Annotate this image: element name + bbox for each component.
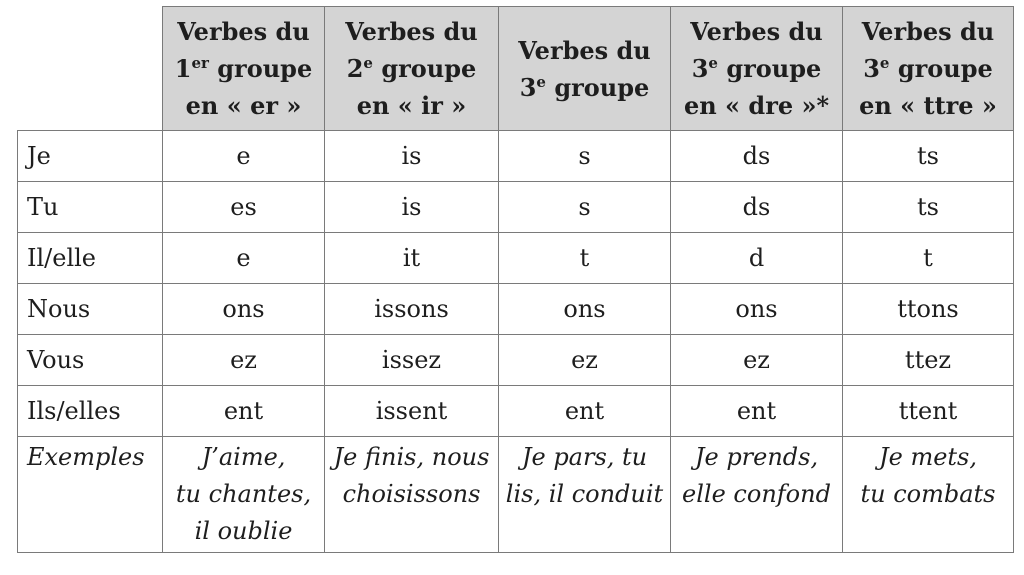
ending-cell: it xyxy=(325,233,499,284)
example-cell: Je finis, nous choisissons xyxy=(325,437,499,553)
pronoun-label: Nous xyxy=(18,284,163,335)
pronoun-label: Vous xyxy=(18,335,163,386)
example-cell: J’aime, tu chantes, il oublie xyxy=(163,437,325,553)
table-row xyxy=(18,182,1014,233)
ending-cell: ent xyxy=(163,386,325,437)
corner-cell xyxy=(18,7,163,131)
ending-cell: t xyxy=(843,233,1014,284)
ending-cell: s xyxy=(499,182,671,233)
ending-cell: ds xyxy=(671,131,843,182)
ending-cell: is xyxy=(325,131,499,182)
table-row xyxy=(18,131,1014,182)
ending-cell: ttent xyxy=(843,386,1014,437)
ending-cell: issent xyxy=(325,386,499,437)
ending-cell: ts xyxy=(843,131,1014,182)
ending-cell: ez xyxy=(499,335,671,386)
ending-cell: ons xyxy=(671,284,843,335)
ending-cell: ez xyxy=(671,335,843,386)
ending-cell: issons xyxy=(325,284,499,335)
example-cell: Je prends, elle confond xyxy=(671,437,843,553)
header-group-3: Verbes du 3e groupe xyxy=(499,7,671,131)
header-group-2-ir: Verbes du 2e groupe en « ir » xyxy=(325,7,499,131)
ending-cell: ent xyxy=(671,386,843,437)
header-row xyxy=(18,7,1014,131)
pronoun-label: Tu xyxy=(18,182,163,233)
table-row xyxy=(18,335,1014,386)
header-group-1-er: Verbes du 1er groupe en « er » xyxy=(163,7,325,131)
ending-cell: t xyxy=(499,233,671,284)
ending-cell: ttez xyxy=(843,335,1014,386)
ending-cell: ons xyxy=(499,284,671,335)
table-row xyxy=(18,386,1014,437)
header-group-3-dre: Verbes du 3e groupe en « dre »* xyxy=(671,7,843,131)
ending-cell: d xyxy=(671,233,843,284)
example-cell: Je mets, tu combats xyxy=(843,437,1014,553)
table-row xyxy=(18,233,1014,284)
pronoun-label: Je xyxy=(18,131,163,182)
pronoun-label: Ils/elles xyxy=(18,386,163,437)
pronoun-label: Il/elle xyxy=(18,233,163,284)
ending-cell: es xyxy=(163,182,325,233)
example-cell: Je pars, tu lis, il conduit xyxy=(499,437,671,553)
header-group-3-ttre: Verbes du 3e groupe en « ttre » xyxy=(843,7,1014,131)
ending-cell: ttons xyxy=(843,284,1014,335)
ending-cell: e xyxy=(163,233,325,284)
examples-row xyxy=(18,437,1014,553)
conjugation-table xyxy=(17,6,1014,553)
table-row xyxy=(18,284,1014,335)
ending-cell: ez xyxy=(163,335,325,386)
ending-cell: is xyxy=(325,182,499,233)
ending-cell: ts xyxy=(843,182,1014,233)
ending-cell: e xyxy=(163,131,325,182)
ending-cell: issez xyxy=(325,335,499,386)
examples-label: Exemples xyxy=(18,437,163,553)
ending-cell: ent xyxy=(499,386,671,437)
ending-cell: s xyxy=(499,131,671,182)
ending-cell: ds xyxy=(671,182,843,233)
ending-cell: ons xyxy=(163,284,325,335)
